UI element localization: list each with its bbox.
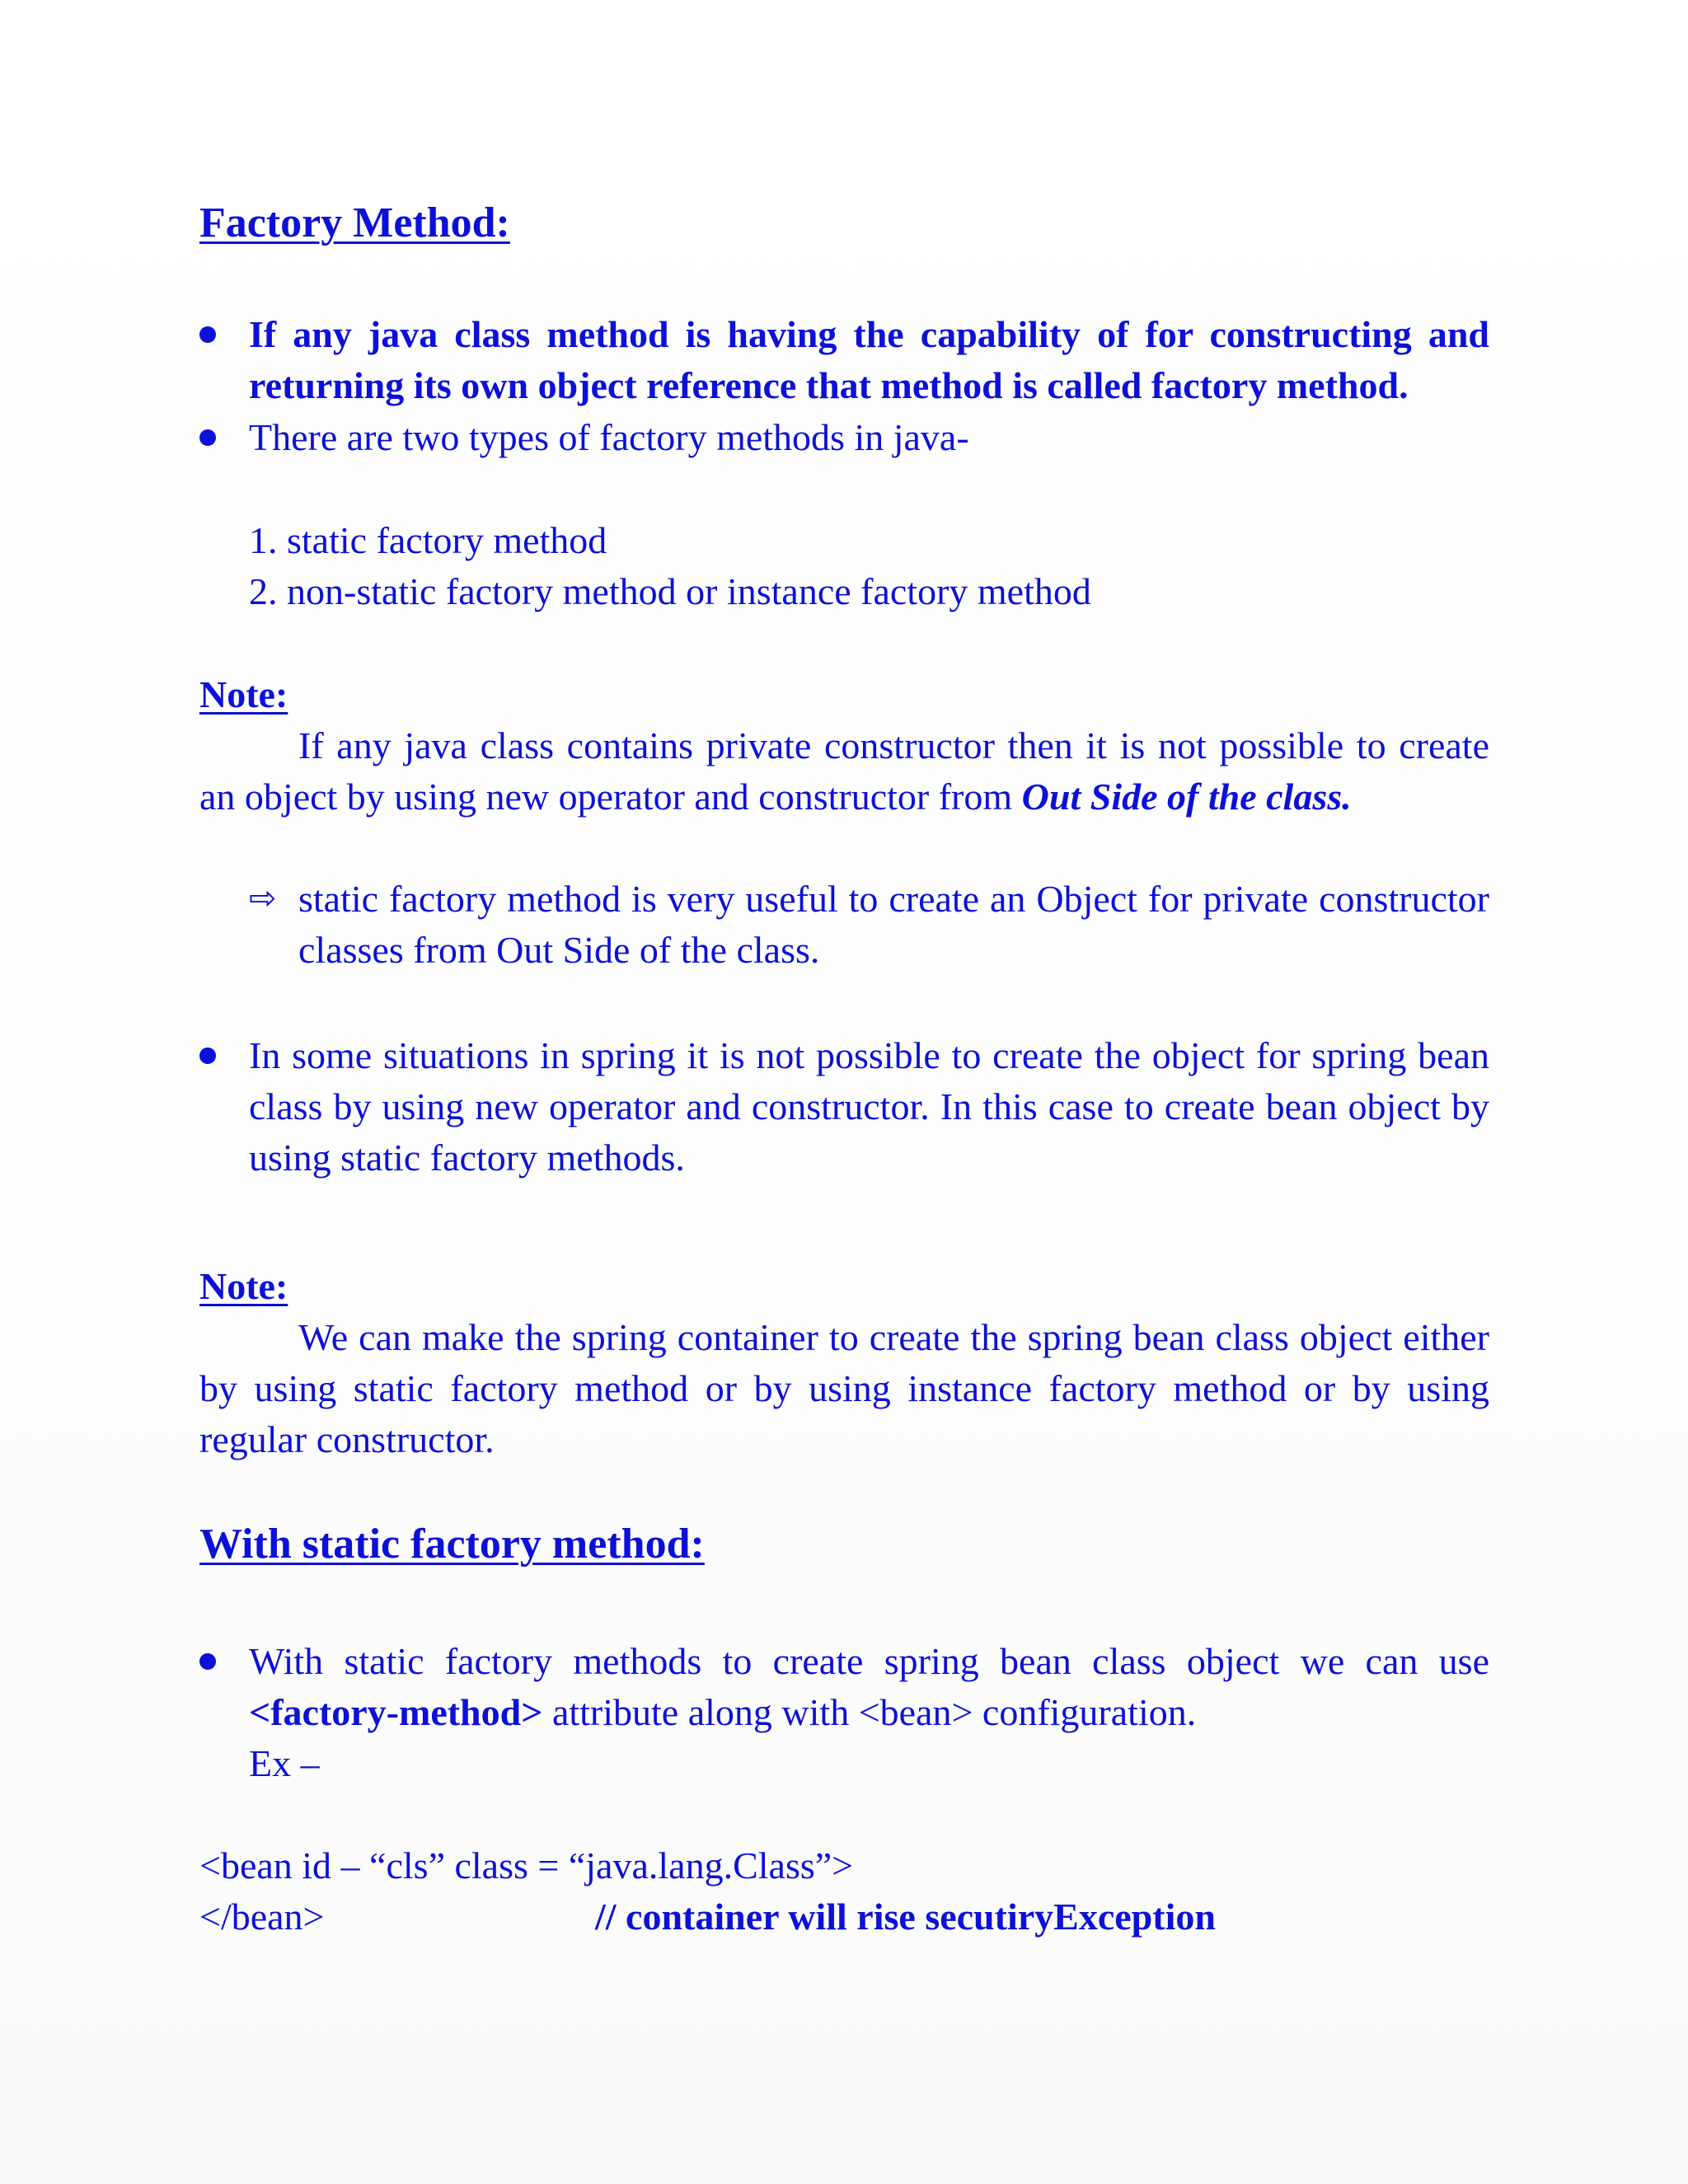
- note2-line3: regular constructor.: [199, 1418, 495, 1460]
- bullet1-line1: If any java class method is having the capability of for constructing and: [249, 313, 1489, 355]
- bullet2-text: There are two types of factory methods in java-: [249, 416, 969, 458]
- bullet4-line1: With static factory methods to create spring bean class object we can use: [249, 1640, 1489, 1682]
- code-line2: </bean>: [199, 1896, 325, 1938]
- factory-method-attribute: <factory-method>: [249, 1691, 543, 1733]
- note1-line1: If any java class contains private constructor then it is not possible to create: [298, 724, 1489, 766]
- bullet4-example-label: Ex –: [249, 1742, 320, 1784]
- hollow-right-arrow-icon: ⇨: [249, 879, 277, 917]
- heading-with-static-factory-method: With static factory method:: [199, 1521, 705, 1568]
- bullet-icon: [199, 429, 216, 446]
- note2-line2: by using static factory method or by using instance factory method or by using: [199, 1367, 1489, 1409]
- bullet-icon: [199, 326, 216, 343]
- note1-line2: [199, 771, 1352, 823]
- bullet-icon: [199, 1653, 216, 1670]
- list-item-1: 1. static factory method: [249, 519, 607, 561]
- heading-factory-method: Factory Method:: [199, 199, 510, 246]
- code-line1: <bean id – “cls” class = “java.lang.Class”>: [199, 1844, 854, 1886]
- note1-line2-text: an object by using new operator and constructor from: [199, 776, 1022, 818]
- bullet3-line2: class by using new operator and constructor. In this case to create bean object by: [249, 1085, 1489, 1127]
- bullet3-line3: using static factory methods.: [249, 1137, 685, 1179]
- arrow-item-line1: static factory method is very useful to create an Object for private constructor: [298, 878, 1489, 920]
- bullet3-line1: In some situations in spring it is not possible to create the object for spring bean: [249, 1034, 1489, 1076]
- bullet4-line2: [249, 1687, 1196, 1738]
- list-item-2: 2. non-static factory method or instance factory method: [249, 570, 1091, 612]
- note2-line1: We can make the spring container to create the spring bean class object either: [298, 1316, 1489, 1358]
- code-comment: // container will rise secutiryException: [595, 1896, 1216, 1938]
- note1-label: Note:: [199, 673, 288, 715]
- bullet1-line2: returning its own object reference that method is called factory method.: [249, 364, 1409, 406]
- note1-emphasis: Out Side of the class.: [1021, 776, 1352, 818]
- note2-label: Note:: [199, 1265, 288, 1307]
- arrow-item-line2: classes from Out Side of the class.: [298, 929, 820, 971]
- bullet-icon: [199, 1047, 216, 1064]
- bullet4-line2-text: attribute along with <bean> configuration.: [542, 1691, 1197, 1733]
